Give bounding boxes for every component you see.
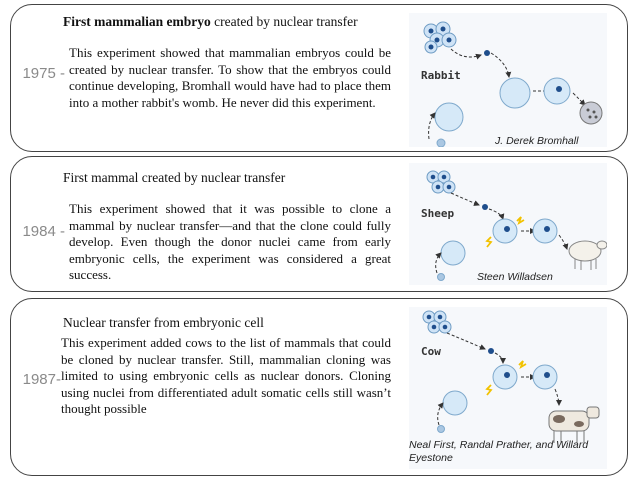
electric-spark-icon (487, 237, 491, 247)
cow-diagram (409, 307, 607, 469)
embryo-cluster-icon (424, 22, 456, 53)
electric-spark-icon (487, 385, 491, 395)
card-body: This experiment added cows to the list of mammals that could be cloned by nuclear transfer. Still, mammalian cloning was limited to using embryonic cells as nuclear donors. Cloning using nuclei from differentiated adult somatic cells still wasn’t thought possible (61, 335, 391, 417)
scientist-credit: Steen Willadsen (477, 271, 553, 283)
timeline-card-1984 (10, 156, 628, 292)
card-title-rest: created by nuclear transfer (210, 14, 358, 29)
scientist-credit: J. Derek Bromhall (495, 135, 579, 147)
embryo-cluster-icon (423, 311, 451, 333)
sheep-diagram-svg (409, 163, 607, 285)
animal-label: Sheep (421, 207, 455, 220)
timeline-card-1987 (10, 298, 628, 476)
animal-label: Rabbit (421, 69, 461, 82)
electric-spark-icon (517, 217, 524, 223)
year-label: 1975 - (22, 65, 65, 82)
card-title-rest: First mammal created by nuclear transfer (63, 170, 286, 185)
card-body: This experiment showed that mammalian embryos could be created by nuclear transfer. To show that the embryos could continue developing, Bromhall would have had to place them into a mother rabbit's womb. He never did this experiment. (69, 45, 391, 110)
egg-cell-icon (443, 391, 467, 415)
card-title (63, 170, 285, 186)
scientist-credit: Neal First, Randal Prather, and Willard Eyestone (409, 439, 589, 464)
year-label: 1984 - (22, 223, 65, 240)
timeline-card-1975 (10, 4, 628, 152)
egg-cell-icon (435, 103, 463, 131)
cow-icon (549, 407, 599, 443)
embryo-cluster-icon (427, 171, 455, 193)
card-title-rest: Nuclear transfer from embryonic cell (63, 315, 264, 330)
animal-label: Cow (421, 345, 441, 358)
card-title-bold: First mammalian embryo (63, 14, 211, 29)
cell-icon (500, 78, 530, 108)
embryo-icon (580, 102, 602, 124)
electric-spark-icon (519, 361, 526, 367)
card-title (63, 14, 358, 30)
rabbit-diagram (409, 13, 607, 147)
egg-cell-icon (441, 241, 465, 265)
sheep-diagram (409, 163, 607, 285)
sheep-icon (569, 241, 607, 270)
year-label: 1987- (22, 371, 61, 388)
card-body: This experiment showed that it was possible to clone a mammal by nuclear transfer—and that the clone could fully develop. Even though the donor nuclei came from early embryonic cells, the experiment was considered a great success. (69, 201, 391, 283)
card-title (63, 315, 264, 331)
nucleus-icon (484, 50, 490, 56)
